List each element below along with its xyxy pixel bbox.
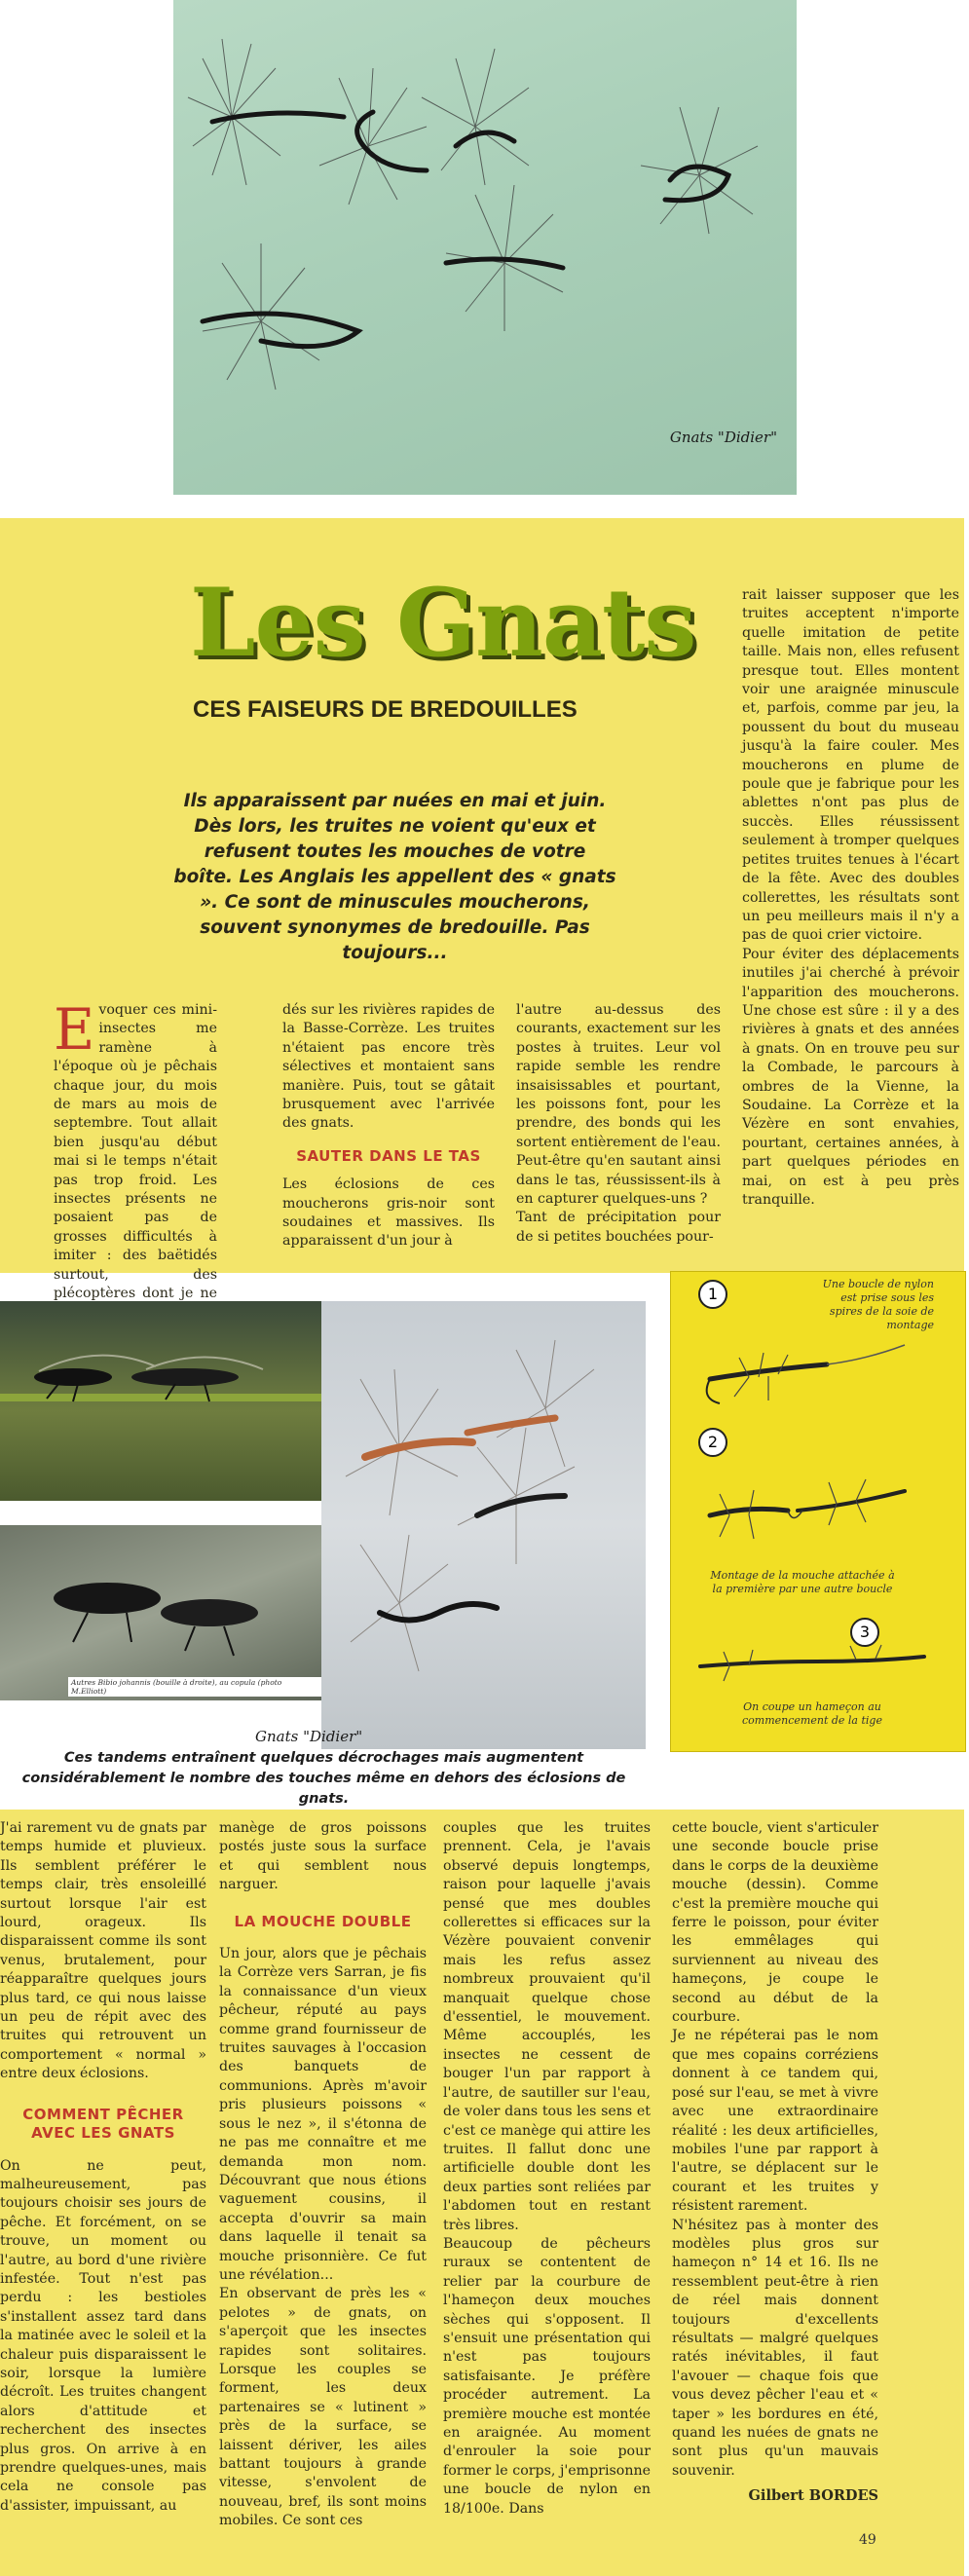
s1-col4-text: rait laisser supposer que les truites acceptent n'importe quelle imitation de petite taille. Mais non, elles refusent presque tout. Elles montent voir une araignée minuscule et, parfois, comme par jeu, la poussent du bout du museau jusqu'à la faire couler. Mes moucherons en plume de poule que je fabrique pour les ablettes n'ont pas plus de succès. Elles réussissent seulement à tromper quelques petites truites tenues à l'écart de la fête. Avec des doubles collerettes, les résultats sont un peu meilleurs mais il n'y a pas de quoi crier victoire. Pour éviter des déplacements inutiles j'ai cherché à prévoir l'apparition des moucherons. Une chose est sûre : il y a des rivières à gnats et des années à gnats. On en trouve peu sur la Combade, le parcours à ombres de la Vienne, la Soudaine. La Corrèze et la Vézère en sont envahies, pourtant, certaines années, à part quelques périodes en mai, on est à peu près tranquille. — [742, 587, 959, 1208]
s1-col2-text-a: dés sur les rivières rapides de la Basse-Corrèze. Les truites n'étaient pas encore très sélectives et montaient sans manière. Puis, tout se gâtait brusquement avec l'arrivée des gnats. — [282, 1002, 495, 1132]
figure-caption: Ces tandems entraînent quelques décrochages mais augmentent considérablement le nombre des touches même en dehors des éclosions de gnats. — [21, 1750, 626, 1807]
article-title: Les Gnats — [190, 568, 696, 678]
s2-column-1 — [0, 1819, 206, 2516]
top-photo-caption: Gnats "Didier" — [669, 429, 777, 446]
s1-column-2 — [282, 1001, 495, 1251]
s1-column-3 — [516, 1001, 721, 1247]
insect-photo-top — [0, 1301, 321, 1501]
fly-photo-caption: Gnats "Didier" — [255, 1728, 363, 1745]
s1-col1-text: voquer ces mini-insectes me ramène à l'époque où je pêchais chaque jour, du mois de mars au mois de septembre. Tout allait bien jusqu'au début mai si le temps n'était pas trop froid. Les insectes présents ne posaient pas de grosses difficultés à imiter : des baëtidés surtout, des plécoptères dont je ne — [54, 1002, 217, 1302]
s2-col2-text-b: Un jour, alors que je pêchais la Corrèze vers Sarran, je fis la connaissance d'un vieux pêcheur, réputé au pays comme grand fournisseur de truites sauvages à l'occasion des banquets de communions. Après m'avoir pris plusieurs poissons « sous le nez », il s'étonna de ne pas me connaître et me demanda mon nom. Découvrant que nous étions vaguement cousins, il accepta d'ouvrir sa main dans laquelle il tenait sa mouche prisonnière. Ce fut une révélation... En observant de près les « pelotes » de gnats, on s'aperçoit que les insectes rapides sont solitaires. Lorsque les couples se forment, les deux partenaires se « lutinent » près de la surface, se laissent dériver, les ailes battant toujours à grande vitesse, s'envolent de nouveau, bref, ils sont moins mobiles. Ce sont ces — [219, 1946, 427, 2529]
author-signature: Gilbert BORDES — [748, 2487, 878, 2505]
top-photo — [173, 0, 797, 495]
s2-col3-text: couples que les truites prennent. Cela, je l'avais observé depuis longtemps, raison pour laquelle j'avais pensé que mes doubles collerettes si efficaces sur la Vézère pouvaient convenir mais les refus assez nombreux prouvaient qu'il manquait quelque chose d'essentiel, le mouvement. Même accouplés, les insectes ne cessent de bouger l'un par rapport à l'autre, de sautiller sur l'eau, de voler dans tous les sens et c'est ce manège qui attire les truites. Il fallut donc une artificielle double dont les deux parties sont reliées par l'abdomen tout en restant très libres. Beaucoup de pêcheurs ruraux se contentent de relier par la courbure de l'hameçon deux mouches sèches qui s'opposent. Il s'ensuit une présentation qui n'est pas toujours satisfaisante. Je préfère procéder autrement. La première mouche est montée en araignée. Au moment d'enrouler la soie pour former le corps, j'emprisonne une boucle de nylon en 18/100e. Dans — [443, 1820, 651, 2517]
s2-col1-text-a: J'ai rarement vu de gnats par temps humide et pluvieux. Ils semblent préférer le temps clair, très ensoleillé surtout lorsque l'air est lourd, orageux. Ils disparaissent comme ils sont venus, brutalement, pour réapparaître quelques jours plus tard, ce qui nous laisse un peu de répit avec des truites qui retrouvent un comportement « normal » entre deux éclosions. — [0, 1820, 206, 2082]
s2-column-3 — [443, 1819, 651, 2519]
s2-col1-heading: COMMENT PÊCHER AVEC LES GNATS — [22, 2105, 184, 2143]
s2-col4-text: cette boucle, vient s'articuler une seconde boucle prise dans le corps de la deuxième mouche (dessin). Comme c'est la première mouche qui ferre le poisson, pour éviter les emmêlages qui surviennent au niveau des hameçons, je coupe le second au début de la courbure. Je ne répéterai pas le nom que mes copains corréziens donnent à ce tandem qui, posé sur l'eau, se met à vivre avec une extraordinaire réalité : les deux artificielles, mobiles l'une par rapport à l'autre, se déplacent sur le courant et les truites y résistent rarement. N'hésitez pas à monter des modèles plus gros sur hameçon n° 14 et 16. Ils ne ressemblent peut-être à rien de réel mais donnent toujours d'excellents résultats — malgré quelques ratés inévitables, il faut l'avouer — chaque fois que vous devez pêcher l'eau et « taper » les bordures en été, quand les nuées de gnats ne sont plus qu'un mauvais souvenir. — [672, 1820, 878, 2479]
step-1-number: 1 — [698, 1280, 727, 1309]
diagram-panel — [670, 1271, 966, 1752]
s2-col2-text-a: manège de gros poissons postés juste sous la surface et qui semblent nous narguer. — [219, 1820, 427, 1893]
insect-photo-credit: Autres Bibio johannis (bouille à droite), au copula (photo M.Elliott) — [68, 1677, 321, 1697]
fly-illustration — [173, 0, 797, 495]
fly-photo — [255, 1301, 646, 1749]
article-subtitle: CES FAISEURS DE BREDOUILLES — [193, 696, 578, 723]
article-lead: Ils apparaissent par nuées en mai et juin. Dès lors, les truites ne voient qu'eux et refusent toutes les mouches de votre boîte. Les Anglais les appellent des « gnats ». Ce sont de minuscules moucherons, souvent synonymes de bredouille. Pas toujours... — [173, 791, 616, 963]
step-2-number: 2 — [698, 1428, 727, 1457]
s1-col3-text: l'autre au-dessus des courants, exactement sur les postes à truites. Leur vol rapide semble les rendre insaisissables et pourtant, les poissons font, pour les prendre, des bonds qui les sortent entièrement de l'eau. Peut-être qu'en sautant ainsi dans le tas, réussissent-ils à en capturer quelques-uns ? Tant de précipitation pour de si petites bouchées pour- — [516, 1002, 721, 1245]
step-3-number: 3 — [850, 1618, 879, 1647]
page-number: 49 — [859, 2532, 876, 2548]
s2-column-2 — [219, 1819, 427, 2531]
drop-cap: E — [54, 996, 95, 1063]
s1-col2-heading: SAUTER DANS LE TAS — [296, 1146, 481, 1165]
s2-col2-heading: LA MOUCHE DOUBLE — [234, 1912, 412, 1930]
gnat-flies-illustration — [321, 1301, 646, 1749]
insect-photo-bottom — [0, 1525, 321, 1700]
step-2-text: Montage de la mouche attachée à la première par une autre boucle — [710, 1569, 895, 1595]
s1-column-4 — [742, 586, 959, 1210]
s1-col2-text-b: Les éclosions de ces moucherons gris-noir sont soudaines et massives. Ils apparaissent d'un jour à — [282, 1176, 495, 1250]
step-1-drawing — [690, 1330, 953, 1428]
mating-insects-illustration-2 — [0, 1525, 321, 1671]
step-3-drawing — [690, 1642, 953, 1691]
step-1-text: Une boucle de nylon est prise sous les spires de la soie de montage — [822, 1278, 934, 1331]
mating-insects-illustration — [0, 1301, 321, 1501]
s2-column-4 — [672, 1819, 878, 2506]
step-2-drawing — [690, 1462, 953, 1569]
s2-col1-text-b: On ne peut, malheureusement, pas toujours choisir ses jours de pêche. Et forcément, on se trouve, un moment ou l'autre, au bord d'une rivière infestée. Tout n'est pas perdu : les bestioles s'installent assez tard dans la matinée avec le soleil et la chaleur puis disparaissent le soir, lorsque la lumière décroît. Les truites changent alors d'attitude et recherchent des insectes plus gros. On arrive à en prendre quelques-unes, mais cela ne console pas d'assister, impuissant, au — [0, 2157, 206, 2514]
step-3-text: On coupe un hameçon au commencement de la tige — [742, 1700, 882, 1727]
